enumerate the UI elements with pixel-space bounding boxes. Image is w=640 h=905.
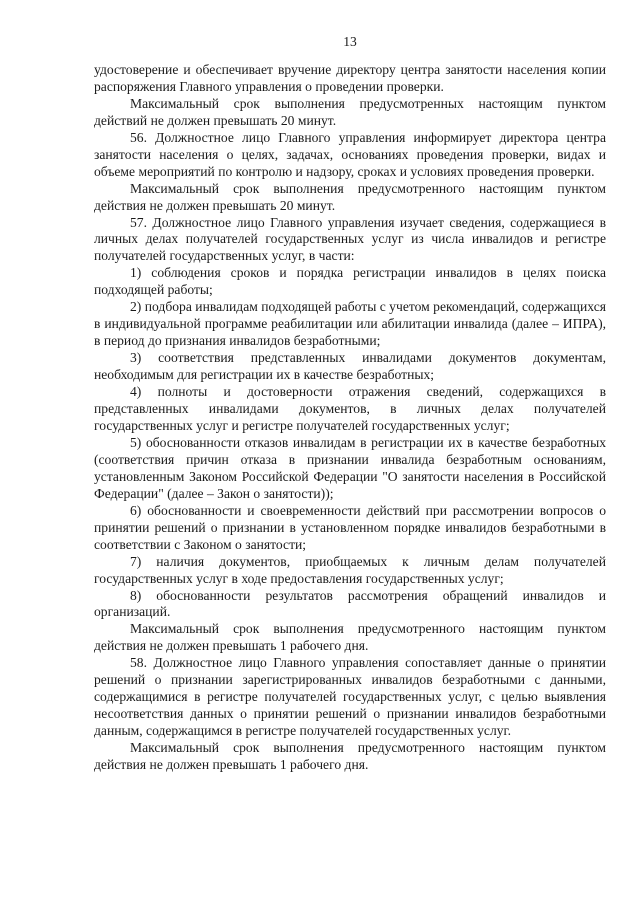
list-item-3: 3) соответствия представленных инвалидами документов документам, необходимым для регистрации их в качестве безработных; <box>94 350 606 383</box>
paragraph-time-limit: Максимальный срок выполнения предусмотренного настоящим пунктом действия не должен превышать 1 рабочего дня. <box>94 621 606 654</box>
list-item-8: 8) обоснованности результатов рассмотрения обращений инвалидов и организаций. <box>94 587 606 620</box>
list-item-5: 5) обоснованности отказов инвалидам в регистрации их в качестве безработных (соответствия причин отказа в признании инвалида безработным основаниям, установленным Законом Российской Федерации "О занятости населения в Российской Федерации" (далее – Закон о занятости)); <box>94 434 606 501</box>
paragraph-time-limit: Максимальный срок выполнения предусмотренного настоящим пунктом действия не должен превышать 1 рабочего дня. <box>94 740 606 773</box>
page-number: 13 <box>343 34 357 49</box>
paragraph-item-57: 57. Должностное лицо Главного управления изучает сведения, содержащиеся в личных делах получателей государственных услуг из числа инвалидов и регистре получателей государственных услуг, в части: <box>94 214 606 264</box>
list-item-1: 1) соблюдения сроков и порядка регистрации инвалидов в целях поиска подходящей работы; <box>94 265 606 298</box>
list-item-4: 4) полноты и достоверности отражения сведений, содержащихся в представленных инвалидами документов, в личных делах получателей государственных услуг и регистре получателей государственных услуг; <box>94 384 606 433</box>
paragraph-item-56: 56. Должностное лицо Главного управления информирует директора центра занятости населения о целях, задачах, основаниях проведения проверки, видах и объеме мероприятий по контролю и надзору, сроках и условиях проведения проверки. <box>94 129 606 179</box>
paragraph-item-58: 58. Должностное лицо Главного управления сопоставляет данные о принятии решений о признании зарегистрированных инвалидов безработными с данными, содержащимися в регистре получателей государственных услуг, с целью выявления несоответствия данных о принятии решений о признании инвалидов безработными данным, содержащимся в регистре получателей государственных услуг. <box>94 655 606 739</box>
document-page <box>94 34 606 774</box>
list-item-6: 6) обоснованности и своевременности действий при рассмотрении вопросов о принятии решений о признании в установленном порядке инвалидов безработными в соответствии с Законом о занятости; <box>94 502 606 552</box>
paragraph-time-limit: Максимальный срок выполнения предусмотренного настоящим пунктом действия не должен превышать 20 минут. <box>94 180 606 213</box>
paragraph-continuation: удостоверение и обеспечивает вручение директору центра занятости населения копии распоряжения Главного управления о проведении проверки. <box>94 61 606 94</box>
paragraph-time-limit: Максимальный срок выполнения предусмотренных настоящим пунктом действий не должен превышать 20 минут. <box>94 95 606 128</box>
list-item-7: 7) наличия документов, приобщаемых к личным делам получателей государственных услуг в ходе предоставления государственных услуг; <box>94 553 606 586</box>
list-item-2: 2) подбора инвалидам подходящей работы с учетом рекомендаций, содержащихся в индивидуальной программе реабилитации или абилитации инвалида (далее – ИПРА), в период до признания инвалидов безработными; <box>94 299 606 349</box>
